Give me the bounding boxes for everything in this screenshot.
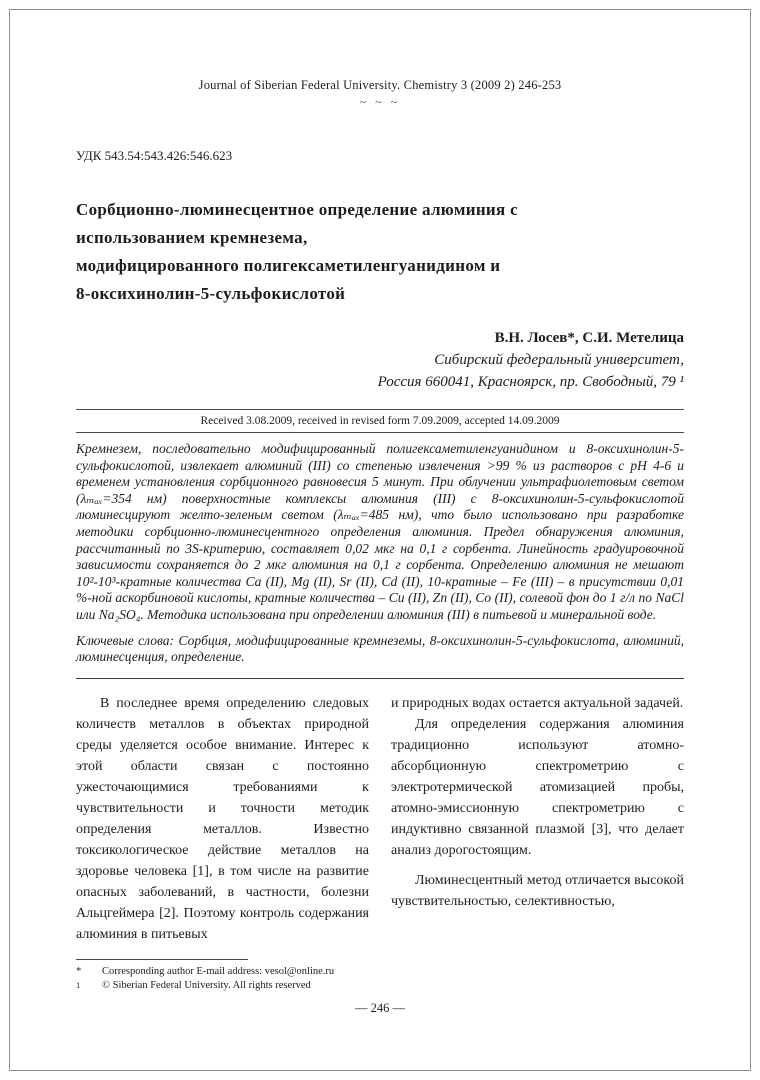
journal-header: Journal of Siberian Federal University. Chemistry 3 (2009 2) 246-253 [198,78,562,92]
article-title-line: 8-оксихинолин-5-сульфокислотой [76,284,346,303]
footnote-marker: * [76,965,82,977]
article-title-line: Сорбционно-люминесцентное определение алюминия с [76,200,518,219]
footnote-marker: 1 [76,979,81,990]
body-paragraph: Люминесцентный метод отличается высокой чувствительностью, селективностью, [391,872,684,909]
received-dates-line: Received 3.08.2009, received in revised form 7.09.2009, accepted 14.09.2009 [76,409,684,433]
footnote-copyright [76,979,684,993]
body-paragraph: и природных водах остается актуальной задачей. [391,695,684,711]
abstract-text: Кремнезем, последовательно модифицированный полигексаметиленгуанидином и 8-оксихинолин-5-сульфокислотой, извлекает алюминий (III) со степенью извлечения >99 % из растворов с pH 4-6 и временем установления сорбционного равновесия 5 минут. При облучении ультрафиолетовым светом (λₘₐₓ=354 нм) поверхностные комплексы алюминия (III) с 8-оксихинолин-5-сульфокислотой люминесцируют желто-зеленым светом (λₘₐₓ=485 нм), что было использовано при разработке методики сорбционно-люминесцентного определения алюминия. Предел обнаружения алюминия, рассчитанный по 3S-критерию, составляет 0,02 мкг на 0,1 г сорбента. Линейность градуировочной зависимости сохраняется до 2 мкг алюминия на 0,1 г сорбента. Определению алюминия не мешают 10²-10³-кратные количества Ca (II), Mg (II), Sr (II), Cd (II), 10-кратные – Fe (III) – в присутствии 0,01 %-ной аскорбиновой кислоты, кратные количества – Cu (II), Zn (II), Co (II), солевой фон до 1 г/л по NaCl или Na₂SO₄. Методика использована при определении алюминия (III) в питьевой и минеральной воде. [76,441,684,622]
article-title [76,196,684,308]
article-title-line: использованием кремнезема, [76,228,308,247]
keywords-line: Ключевые слова: Сорбция, модифицированные кремнеземы, 8-оксихинолин-5-сульфокислота, алюминий, люминесценция, определение. [76,632,684,665]
left-column [76,693,369,945]
affiliation-line: Россия 660041, Красноярск, пр. Свободный, 79 ¹ [377,374,684,390]
udc-code: УДК 543.54:543.426:546.623 [76,148,233,163]
affiliation-block [76,349,684,393]
body-columns [76,693,684,945]
footnote-divider [76,959,248,960]
page-number: — 246 — [355,1000,405,1015]
affiliation-line: Сибирский федеральный университет, [434,352,684,368]
footnote-text: Corresponding author E-mail address: vesol@online.ru [102,965,335,977]
section-divider [76,678,684,679]
authors-line: В.Н. Лосев*, С.И. Метелица [494,330,684,346]
footnote-text: © Siberian Federal University. All rights reserved [102,979,311,991]
article-title-line: модифицированного полигексаметиленгуанидином и [76,256,501,275]
body-paragraph: Для определения содержания алюминия традиционно используют атомно-абсорбционную спектрометрию с электротермической атомизацией пробы, атомно-эмиссионную спектрометрию с индуктивно связанной плазмой [3], что делает анализ дорогостоящим. [391,716,684,858]
right-column [391,693,684,945]
paper-page [76,0,684,1016]
footnote-corresponding-author [76,965,684,979]
body-paragraph: В последнее время определению следовых количеств металлов в объектах природной среды уделяется особое внимание. Интерес к этой области связан с постоянно ужесточающимися требованиями к чувствительности и точности методик определения металлов. Известно токсикологическое действие металлов на здоровье человека [1], в том числе на развитие опасных заболеваний, в частности, болезни Альцгеймера [2]. Поэтому контроль содержания алюминия в питьевых [76,695,369,942]
header-ornament: ~ ~ ~ [359,95,401,109]
